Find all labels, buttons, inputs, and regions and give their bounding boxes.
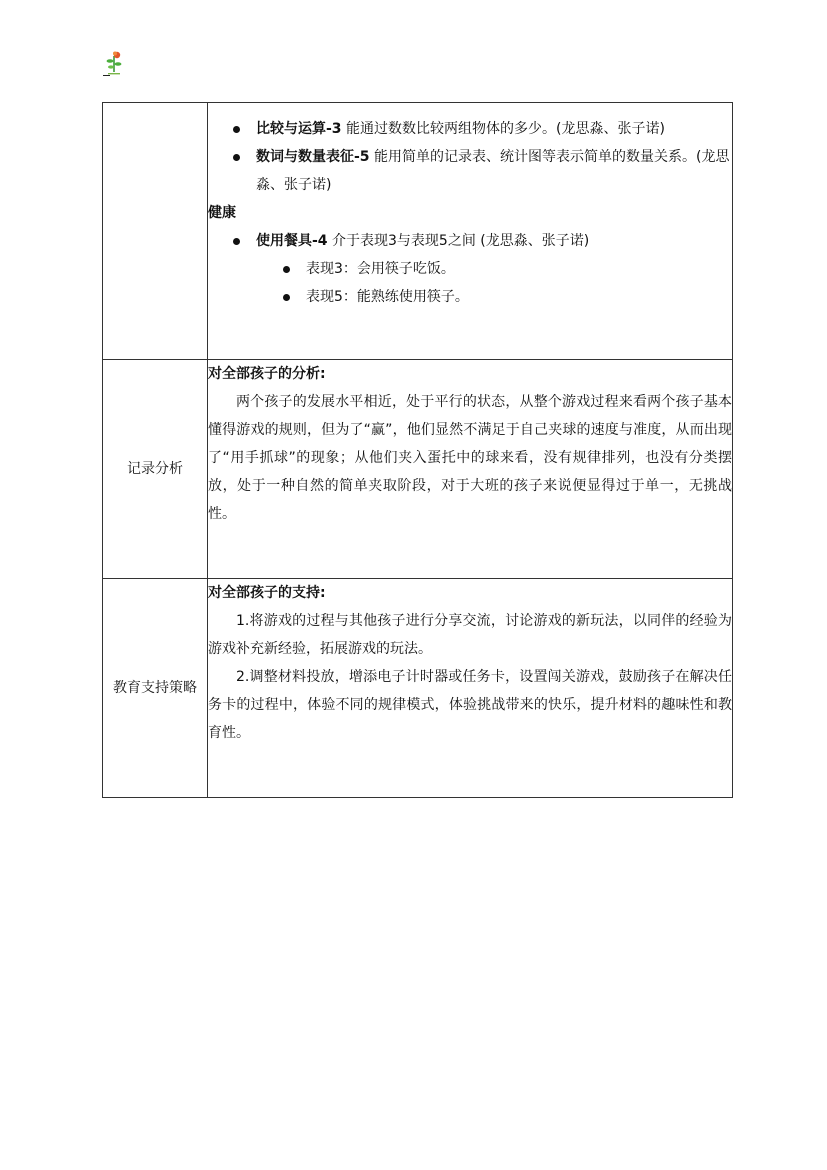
flower-logo-icon	[104, 50, 124, 76]
table-row	[103, 579, 733, 798]
sub-item-text: 表现3：会用筷子吃饭。	[306, 261, 455, 277]
bullet-dot-icon	[283, 266, 290, 273]
bullet-dot-icon	[283, 294, 290, 301]
goals-cell	[208, 103, 733, 360]
item-title: 比较与运算-3	[256, 121, 342, 137]
row-label: 记录分析	[103, 360, 208, 579]
bullet-dot-icon	[233, 238, 240, 245]
analysis-heading: 对全部孩子的分析:	[208, 366, 326, 382]
item-title: 数词与数量表征-5	[256, 149, 370, 165]
sub-list-item	[208, 283, 732, 311]
table-row	[103, 103, 733, 360]
item-text: 能用简单的记录表、统计图等表示简单的数量关系。(龙思淼、张子诺)	[256, 149, 730, 193]
sub-list-item	[208, 255, 732, 283]
empty-label-cell	[103, 103, 208, 360]
analysis-cell	[208, 360, 733, 579]
support-paragraph: 2.调整材料投放，增添电子计时器或任务卡，设置闯关游戏，鼓励孩子在解决任务卡的过程中，体验不同的规律模式，体验挑战带来的快乐，提升材料的趣味性和教育性。	[208, 669, 732, 741]
record-table	[102, 102, 733, 798]
item-title: 使用餐具-4	[256, 233, 328, 249]
list-item	[208, 143, 732, 199]
support-paragraph: 1.将游戏的过程与其他孩子进行分享交流，讨论游戏的新玩法，以同伴的经验为游戏补充新经验，拓展游戏的玩法。	[208, 613, 732, 657]
table-row	[103, 360, 733, 579]
support-heading: 对全部孩子的支持:	[208, 585, 326, 601]
list-item	[208, 227, 732, 255]
sub-item-text: 表现5：能熟练使用筷子。	[306, 289, 469, 305]
item-text: 能通过数数比较两组物体的多少。(龙思淼、张子诺)	[341, 121, 665, 137]
list-item	[208, 115, 732, 143]
analysis-paragraph: 两个孩子的发展水平相近，处于平行的状态，从整个游戏过程来看两个孩子基本懂得游戏的规则，但为了“赢”，他们显然不满足于自己夹球的速度与准度，从而出现了“用手抓球”的现象；从他们夹入蛋托中的球来看，没有规律排列，也没有分类摆放，处于一种自然的简单夹取阶段，对于大班的孩子来说便显得过于单一，无挑战性。	[208, 394, 732, 522]
row-label: 教育支持策略	[103, 579, 208, 798]
bullet-dot-icon	[233, 154, 240, 161]
bullet-dot-icon	[233, 126, 240, 133]
header-mark	[103, 75, 110, 76]
item-text: 介于表现3与表现5之间 (龙思淼、张子诺)	[327, 233, 590, 249]
support-cell	[208, 579, 733, 798]
section-title: 健康	[208, 205, 236, 221]
